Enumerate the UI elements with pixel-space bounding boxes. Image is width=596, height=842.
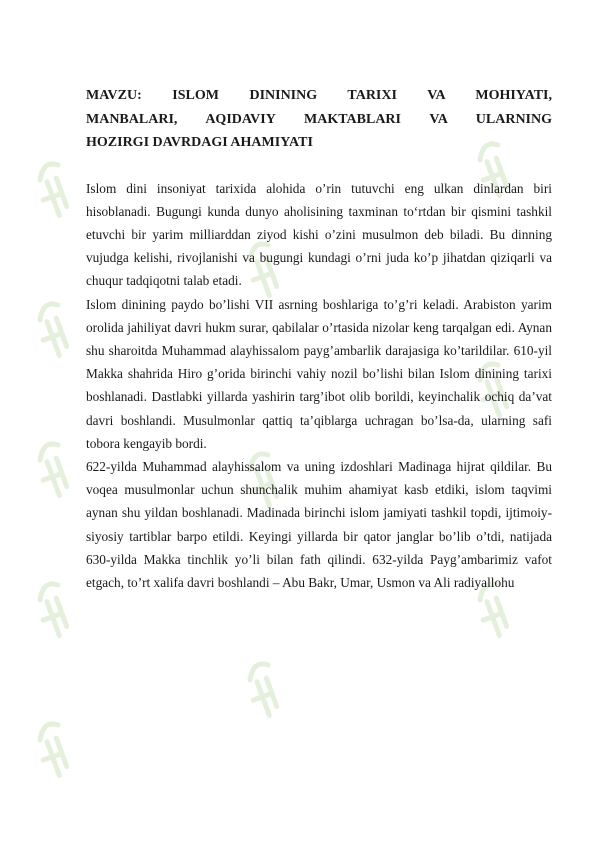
paragraph: 622-yilda Muhammad alayhissalom va uning izdoshlari Madinaga hijrat qildilar. Bu voqea musulmonlar uchun shunchalik muhim ahamiyat kasb etdiki, islom taqvimi aynan shu yildan boshlanadi. Madinada birinchi islom jamiyati tashkil topdi, ijtimoiy-siyosiy tartiblar barpo etildi. Keyingi yillarda bir qator janglar bo’lib o’tdi, natijada 630-yilda Makka tinchlik yo’li bilan fath qilindi. 632-yilda Payg’ambarimiz vafot etgach, to’rt xalifa davri boshlandi – Abu Bakr, Umar, Usmon va Ali radiyallohu — [86, 458, 552, 590]
document-title — [86, 84, 552, 155]
paragraph: Islom dini insoniyat tarixida alohida o’rin tutuvchi eng ulkan dinlardan biri hisoblanadi. Bugungi kunda dunyo aholisining taxminan to‘rtdan bir qismini tashkil etuvchi bir yarim milliarddan ziyod kishi o’zini musulmon deb biladi. Bu dinning vujudga kelishi, rivojlanishi va bugungi kundagi o’rni juda ko’p jihatdan qiziqarli va chuqur tadqiqotni talab etadi. — [86, 180, 552, 289]
title-line: HOZIRGI DAVRDAGI AHAMIYATI — [86, 135, 313, 150]
document-page — [86, 84, 552, 594]
title-line: MANBALARI, AQIDAVIY MAKTABLARI VA ULARNING — [86, 111, 552, 127]
title-line: MAVZU: ISLOM DININING TARIXI VA MOHIYATI, — [86, 88, 552, 103]
paragraph: Islom dinining paydo bo’lishi VII asrning boshlariga to’g’ri keladi. Arabiston yarim orolida jahiliyat davri hukm surar, qabilalar o’rtasida nizolar keng tarqalgan edi. Aynan shu sharoitda Muhammad alayhissalom payg’ambarlik darajasiga ko’tarildilar. 610-yil Makka shahrida Hiro g’orida birinchi vahiy nozil bo’lishi bilan Islom dinining tarixi boshlanadi. Dastlabki yillarda yashirin targ’ibot olib borildi, keyinchalik ochiq da’vat davri boshlandi. Musulmonlar qattiq ta’qiblarga uchragan bo’lsa-da, ularning safi tobora kengayib bordi. — [86, 296, 552, 451]
document-body — [86, 177, 552, 595]
